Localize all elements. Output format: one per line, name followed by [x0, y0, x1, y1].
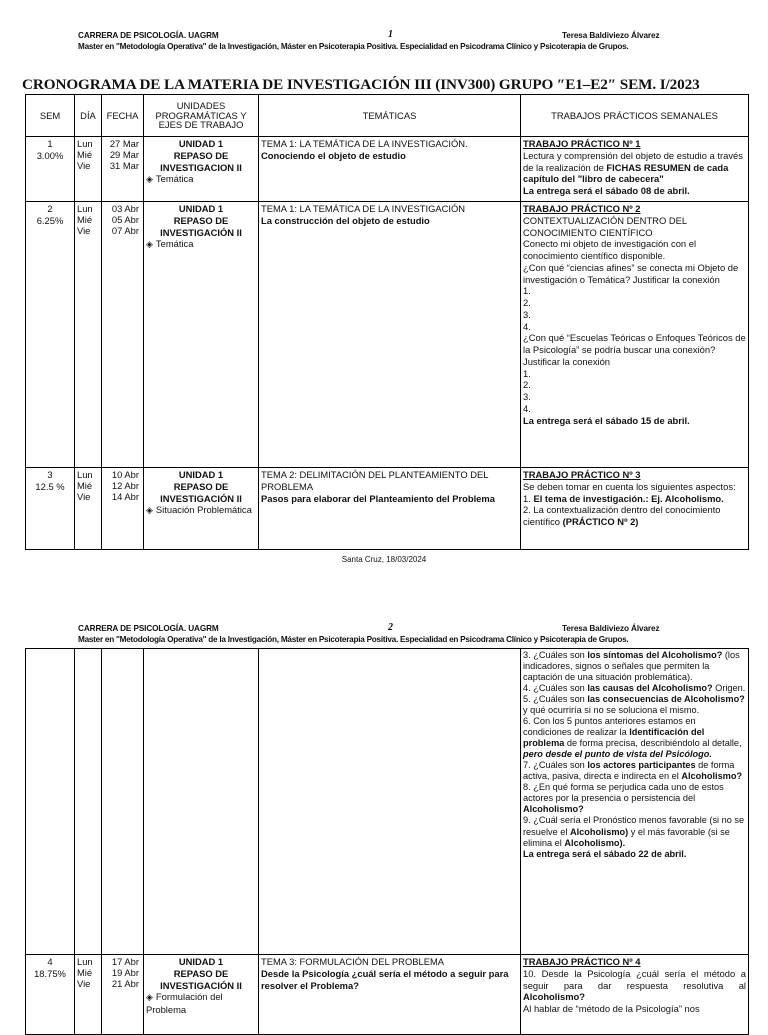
document-title: CRONOGRAMA DE LA MATERIA DE INVESTIGACIÓN III (INV300) GRUPO ″E1–E2″ SEM. I/2023 — [22, 76, 700, 93]
unit-subtitle: INVESTIGACIÓN II — [160, 492, 242, 504]
dates-cell — [102, 137, 144, 202]
table-header-row — [26, 95, 749, 137]
unit-title: UNIDAD 1 — [178, 469, 224, 480]
date: 05 Abr — [111, 214, 139, 226]
question-text: 3. ¿Cuáles son — [523, 650, 588, 660]
topic-title: TEMA 1: LA TEMÁTICA DE LA INVESTIGACIÓN. — [261, 138, 468, 149]
diamond-bullet-icon: ◈ — [146, 174, 153, 185]
question-bold: Identificación del problema — [523, 727, 705, 749]
practice-text-part: Lectura y comprensión del objeto de estudio a través de la realización de — [523, 149, 743, 173]
question-bold: las causas del Alcoholismo? — [587, 683, 713, 694]
col-tematicas: TEMÁTICAS — [259, 95, 521, 137]
unit-title: UNIDAD 1 — [178, 138, 224, 149]
date: 29 Mar — [109, 149, 139, 161]
date: 10 Abr — [111, 469, 139, 480]
day: Lun — [77, 469, 93, 480]
question-text: y el más favorable (si se elimina el — [523, 826, 730, 848]
question-text: 8. ¿En qué forma se perjudica cada uno de estos actores por la presencia o persistencia del — [523, 782, 724, 804]
dates-cell — [102, 955, 144, 1035]
day: Lun — [77, 956, 93, 967]
axis-label: Temática — [155, 238, 194, 250]
practice-line: CONTEXTUALIZACIÓN DENTRO DEL CONOCIMIENTO CIENTÍFICO — [523, 214, 687, 238]
question-7 — [523, 760, 746, 782]
page-number: 2 — [388, 622, 393, 633]
week-cell — [26, 137, 75, 202]
unit-cell — [144, 137, 259, 202]
unit-subtitle: INVESTIGACIÓN II — [160, 226, 242, 238]
question-bold: Alcoholismo) — [569, 826, 629, 837]
question-bold: los actores participantes — [587, 760, 696, 771]
practice-item-num: 1. — [523, 492, 534, 504]
topic-cell — [259, 468, 521, 550]
topic-title: TEMA 3: FORMULACIÓN DEL PROBLEMA — [261, 956, 445, 967]
days-cell — [75, 468, 102, 550]
practice-due: La entrega será el sábado 15 de abril. — [523, 414, 690, 426]
week-cell — [26, 468, 75, 550]
table-row — [26, 202, 749, 468]
date: 17 Abr — [111, 956, 139, 967]
unit-subtitle: REPASO DE — [173, 214, 229, 226]
topic-cell — [259, 137, 521, 202]
practice-title: TRABAJO PRÁCTICO Nº 2 — [523, 203, 641, 214]
week-percent: 6.25% — [36, 214, 64, 226]
practice-item-text: 2. La contextualización dentro del conocimiento científico — [523, 504, 721, 527]
question-5 — [523, 694, 746, 716]
practice-bold: Alcoholismo? — [523, 991, 585, 1003]
day: Vie — [77, 978, 91, 990]
topic-cell — [259, 202, 521, 468]
practice-line: 3. — [523, 308, 531, 320]
week-percent: 12.5 % — [35, 480, 65, 492]
question-text: Origen. — [712, 683, 746, 694]
question-8 — [523, 782, 746, 815]
practice-cell — [521, 468, 749, 550]
unit-cell — [144, 202, 259, 468]
practice-item-bold: El tema de investigación.: Ej. Alcoholismo. — [533, 492, 724, 504]
header-institution: CARRERA DE PSICOLOGÍA. UAGRM — [78, 31, 219, 40]
schedule-table-continued — [25, 648, 749, 1035]
work-axis — [146, 173, 256, 185]
page-footer: Santa Cruz, 18/03/2024 — [341, 555, 427, 564]
header-subtitle: Master en "Metodología Operativa" de la Investigación, Máster en Psicoterapia Positiva. Especialidad en Psicodrama Clínico y Psicoterapia de Grupos. — [78, 635, 629, 644]
unit-subtitle: REPASO DE — [173, 149, 229, 161]
question-3 — [523, 650, 746, 683]
question-bold: Alcoholismo? — [681, 771, 743, 782]
question-6 — [523, 716, 746, 760]
unit-title: UNIDAD 1 — [178, 203, 224, 214]
topic-subtitle: La construcción del objeto de estudio — [261, 214, 430, 226]
question-bold: Alcoholismo? — [523, 804, 584, 815]
diamond-bullet-icon: ◈ — [146, 239, 153, 250]
question-bold: los síntomas del Alcoholismo? — [587, 650, 723, 660]
days-cell — [75, 137, 102, 202]
topic-subtitle: Conociendo el objeto de estudio — [261, 149, 406, 161]
date: 27 Mar — [109, 138, 139, 149]
date: 03 Abr — [111, 203, 139, 214]
dates-cell — [102, 649, 144, 955]
header-institution: CARRERA DE PSICOLOGÍA. UAGRM — [78, 624, 219, 633]
week-number: 1 — [47, 138, 53, 149]
col-fecha: FECHA — [102, 95, 144, 137]
practice-line: ¿Con qué “Escuelas Teóricas o Enfoques Teóricos de la Psicología” se podría buscar una conexión? Justificar la conexión — [523, 332, 746, 367]
unit-cell — [144, 955, 259, 1035]
practice-text-bold: FICHAS RESUMEN de cada capítulo del "libro de cabecera" — [523, 161, 729, 185]
practice-line: Se deben tomar en cuenta los siguientes aspectos: — [523, 480, 736, 492]
day: Mié — [77, 149, 93, 161]
practice-text — [523, 150, 746, 185]
question-text: (los indicadores, signos o señales que permiten la captación de una situación problemática). — [523, 650, 740, 683]
practice-item — [523, 504, 746, 528]
practice-title: TRABAJO PRÁCTICO Nº 4 — [523, 956, 641, 967]
work-axis — [146, 504, 256, 516]
week-number: 2 — [47, 203, 53, 214]
topic-cell — [259, 649, 521, 955]
unit-title: UNIDAD 1 — [178, 956, 224, 967]
week-cell — [26, 649, 75, 955]
topic-subtitle: Pasos para elaborar del Planteamiento del Problema — [261, 492, 495, 504]
practice-cell — [521, 137, 749, 202]
practice-line: 3. — [523, 391, 531, 402]
practice-line: ¿Con qué “ciencias afines” se conecta mi Objeto de investigación o Temática? Justificar la conexión — [523, 261, 739, 285]
practice-due: La entrega será el sábado 08 de abril. — [523, 185, 690, 196]
unit-cell — [144, 468, 259, 550]
work-axis — [146, 991, 256, 1015]
practice-line: Conecto mi objeto de investigación con el conocimiento científico disponible. — [523, 238, 697, 261]
question-bold: Alcoholismo). — [564, 837, 626, 848]
col-sem: SEM — [26, 95, 75, 137]
topic-title: TEMA 2: DELIMITACIÓN DEL PLANTEAMIENTO DEL PROBLEMA — [261, 469, 489, 492]
practice-item — [523, 493, 746, 505]
week-number: 3 — [47, 469, 53, 480]
practice-text: 10. Desde la Psicología ¿cuál sería el método a seguir para dar respuesta resolutiva al — [523, 967, 746, 991]
page-number: 1 — [388, 29, 393, 40]
question-bold: las consecuencias de Alcoholismo? — [587, 694, 745, 705]
table-row — [26, 955, 749, 1035]
practice-cell — [521, 649, 749, 955]
practice-cell — [521, 955, 749, 1035]
practice-line — [523, 968, 746, 1003]
day: Mié — [77, 967, 93, 979]
days-cell — [75, 202, 102, 468]
schedule-table — [25, 94, 749, 550]
question-9 — [523, 815, 746, 848]
practice-title: TRABAJO PRÁCTICO Nº 1 — [523, 138, 641, 149]
day: Vie — [77, 491, 91, 503]
practice-line: 4. — [523, 320, 531, 332]
question-text: 9. ¿Cuál sería el Pronóstico menos favorable (si no se resuelve el — [523, 815, 745, 837]
date: 19 Abr — [111, 967, 139, 979]
question-text: 6. Con los 5 puntos anteriores estamos en condiciones de realizar la — [523, 716, 696, 738]
dates-cell — [102, 202, 144, 468]
col-dia: DÍA — [75, 95, 102, 137]
topic-cell — [259, 955, 521, 1035]
question-text: 4. ¿Cuáles son — [523, 683, 588, 694]
diamond-bullet-icon: ◈ — [146, 505, 153, 516]
question-text: 7. ¿Cuáles son — [523, 760, 588, 771]
day: Lun — [77, 203, 93, 214]
days-cell — [75, 955, 102, 1035]
col-trabajos: TRABAJOS PRÁCTICOS SEMANALES — [521, 95, 749, 137]
date: 14 Abr — [111, 491, 139, 503]
question-text: y qué ocurriría si no se soluciona el mismo. — [523, 705, 700, 716]
date: 07 Abr — [111, 225, 139, 237]
unit-subtitle: REPASO DE — [173, 967, 229, 979]
diamond-bullet-icon: ◈ — [146, 992, 153, 1003]
day: Mié — [77, 480, 93, 492]
practice-line: 2. — [523, 379, 531, 391]
question-emphasis: pero desde el punto de vista del Psicólogo. — [523, 749, 712, 760]
practice-item-bold: (PRÁCTICO Nº 2) — [562, 516, 639, 527]
week-cell — [26, 955, 75, 1035]
practice-line: 1. — [523, 285, 531, 297]
axis-label: Situación Problemática — [155, 504, 252, 516]
days-cell — [75, 649, 102, 955]
header-author: Teresa Baldiviezo Álvarez — [562, 624, 660, 633]
header-author: Teresa Baldiviezo Álvarez — [562, 31, 660, 40]
practice-line: 1. — [523, 367, 531, 379]
question-text: 5. ¿Cuáles son — [523, 694, 588, 705]
practice-cell — [521, 202, 749, 468]
unit-cell — [144, 649, 259, 955]
work-axis — [146, 238, 256, 250]
axis-label: Temática — [155, 173, 194, 185]
day: Vie — [77, 225, 91, 237]
practice-line: 2. — [523, 297, 531, 308]
table-row — [26, 649, 749, 955]
date: 31 Mar — [109, 160, 139, 172]
date: 12 Abr — [111, 480, 139, 492]
header-subtitle: Master en "Metodología Operativa" de la Investigación, Máster en Psicoterapia Positiva. Especialidad en Psicodrama Clínico y Psicoterapia de Grupos. — [78, 42, 629, 51]
table-row — [26, 468, 749, 550]
topic-title: TEMA 1: LA TEMÁTICA DE LA INVESTIGACIÓN — [261, 203, 466, 214]
week-percent: 18.75% — [34, 967, 66, 979]
day: Vie — [77, 160, 91, 172]
week-percent: 3.00% — [36, 149, 64, 161]
practice-due: La entrega será el sábado 22 de abril. — [523, 848, 687, 859]
practice-line: Al hablar de “método de la Psicología” nos — [523, 1003, 700, 1014]
table-row — [26, 137, 749, 202]
week-cell — [26, 202, 75, 468]
axis-label: Formulación del Problema — [146, 991, 223, 1015]
question-4 — [523, 683, 746, 694]
day: Lun — [77, 138, 93, 149]
unit-subtitle: REPASO DE — [173, 480, 229, 492]
question-text: de forma activa, pasiva, directa e indirecta en el — [523, 760, 735, 782]
unit-subtitle: INVESTIGACIÓN II — [160, 979, 242, 991]
day: Mié — [77, 214, 93, 226]
date: 21 Abr — [111, 978, 139, 990]
topic-subtitle: Desde la Psicología ¿cuál sería el método a seguir para resolver el Problema? — [261, 967, 509, 991]
practice-title: TRABAJO PRÁCTICO Nº 3 — [523, 469, 641, 480]
week-number: 4 — [47, 956, 53, 967]
unit-subtitle: INVESTIGACION II — [160, 161, 242, 173]
col-unidades: UNIDADES PROGRAMÁTICAS Y EJES DE TRABAJO — [144, 95, 259, 137]
dates-cell — [102, 468, 144, 550]
question-text: de forma precisa, describiéndolo al detalle, — [564, 738, 742, 749]
practice-line: 4. — [523, 402, 531, 414]
